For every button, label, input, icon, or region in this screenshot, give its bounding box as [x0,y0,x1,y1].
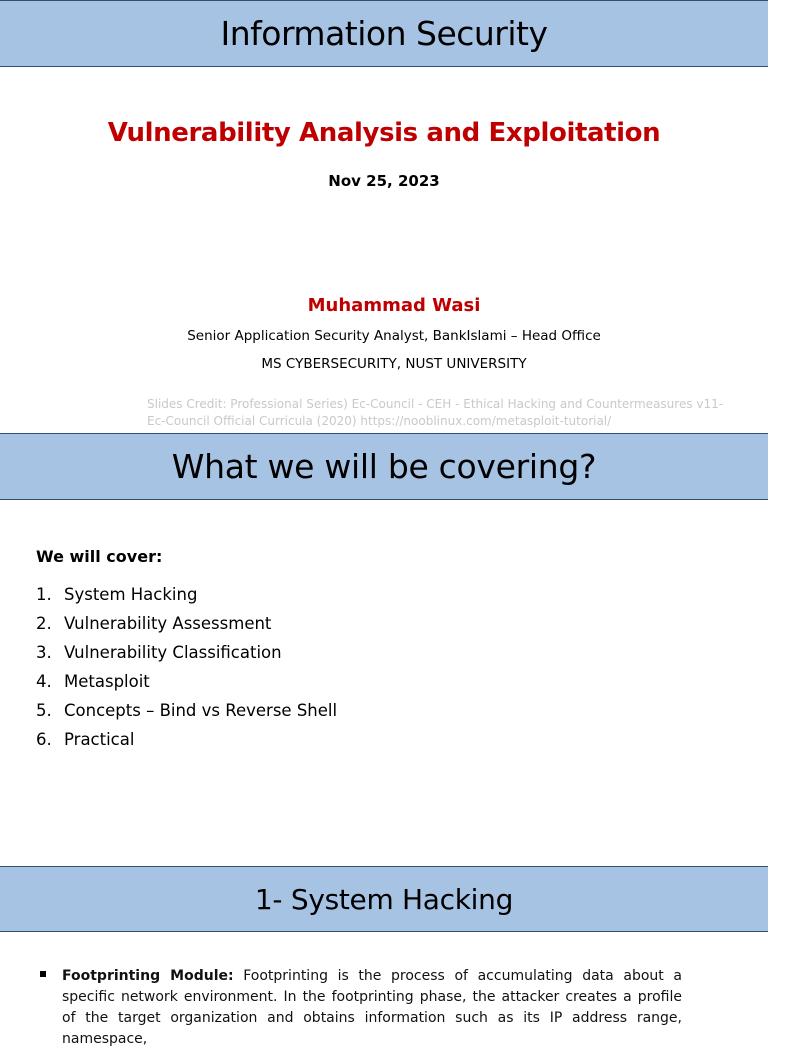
agenda-item-label: Practical [64,730,135,749]
agenda-item-number: 6. [36,730,52,749]
agenda-item-label: Concepts – Bind vs Reverse Shell [64,701,338,720]
agenda-item [36,585,337,614]
bullet-text: Footprinting is the process of accumulating data about a specific network environment. In the footprinting phase, the attacker creates a profile of the target organization and obtains information such as its IP address range, namespace, [62,968,682,1047]
credits-line-1: Slides Credit: Professional Series) Ec-Council - CEH - Ethical Hacking and Countermeasures v11- [147,397,724,411]
agenda-item-number: 3. [36,643,52,662]
credits-line-2: Ec-Council Official Curricula (2020) https://nooblinux.com/metasploit-tutorial/ [147,414,612,428]
agenda-item-number: 2. [36,614,52,633]
agenda-list [36,585,337,759]
agenda-item-number: 4. [36,672,52,691]
slide-title-banner: 1- System Hacking [0,866,768,932]
agenda-item-number: 5. [36,701,52,720]
agenda-item-number: 1. [36,585,52,604]
slide-title-banner: Information Security [0,0,768,67]
agenda-item [36,614,337,643]
presentation-date: Nov 25, 2023 [328,172,440,190]
agenda-item-label: Metasploit [64,672,150,691]
agenda-item-label: Vulnerability Classification [64,643,282,662]
agenda-item [36,643,337,672]
agenda-heading: We will cover: [36,547,163,566]
title-slide [0,0,768,432]
agenda-item [36,672,337,701]
author-degree: MS CYBERSECURITY, NUST UNIVERSITY [261,356,527,372]
slide-credits [147,396,727,430]
agenda-item [36,730,337,759]
system-hacking-slide [0,866,768,1047]
presentation-subtitle: Vulnerability Analysis and Exploitation [107,118,661,148]
bullet-paragraph [62,966,682,1050]
agenda-item-label: Vulnerability Assessment [64,614,272,633]
agenda-item-label: System Hacking [64,585,198,604]
square-bullet-icon [40,971,46,977]
bullet-term: Footprinting Module: [62,968,234,984]
author-name: Muhammad Wasi [307,295,481,316]
author-role: Senior Application Security Analyst, BankIslami – Head Office [187,328,601,344]
agenda-slide [0,433,768,865]
agenda-item [36,701,337,730]
slide-title-banner: What we will be covering? [0,433,768,500]
